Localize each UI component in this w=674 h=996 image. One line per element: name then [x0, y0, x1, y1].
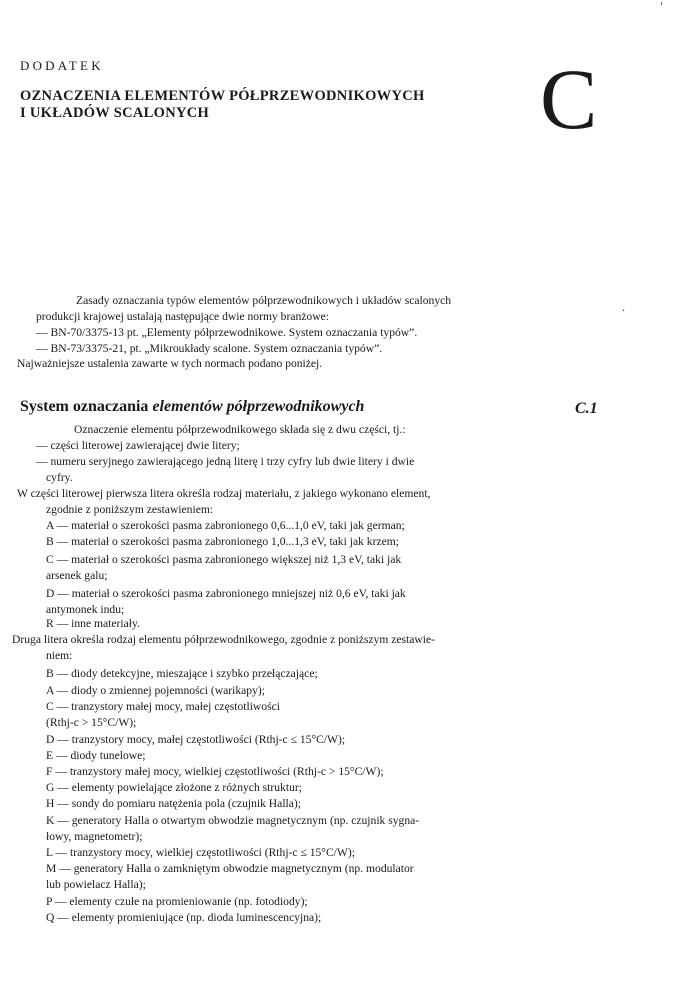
- body-line: arsenek galu;: [46, 569, 108, 582]
- body-line: A — diody o zmiennej pojemności (warikapy);: [46, 684, 265, 697]
- body-line: antymonek indu;: [46, 603, 125, 616]
- body-line: cyfry.: [46, 471, 73, 484]
- body-line: (Rthj-c > 15°C/W);: [46, 716, 137, 729]
- body-line: Druga litera określa rodzaj elementu półprzewodnikowego, zgodnie z poniższym zestawie-: [12, 633, 436, 646]
- body-line: W części literowej pierwsza litera określa rodzaj materiału, z jakiego wykonano element,: [17, 487, 431, 500]
- intro-line: — BN-73/3375-21, pt. „Mikroukłady scalone. System oznaczania typów”.: [36, 342, 383, 355]
- section-title: [20, 398, 364, 416]
- body-line: — numeru seryjnego zawierającego jedną literę i trzy cyfry lub dwie litery i dwie: [36, 455, 415, 468]
- body-line: lub powielacz Halla);: [46, 878, 146, 891]
- body-line: Oznaczenie elementu półprzewodnikowego składa się z dwu części, tj.:: [74, 423, 406, 436]
- body-line: Q — elementy promieniujące (np. dioda luminescencyjna);: [46, 911, 322, 924]
- body-line: A — materiał o szerokości pasma zabronionego 0,6...1,0 eV, taki jak german;: [46, 519, 405, 532]
- corner-mark: ': [660, 0, 664, 13]
- body-line: R — inne materiały.: [46, 617, 140, 630]
- appendix-title-line-1: OZNACZENIA ELEMENTÓW PÓŁPRZEWODNIKOWYCH: [20, 88, 425, 104]
- section-number: C.1: [575, 400, 598, 417]
- body-line: C — tranzystory małej mocy, małej częstotliwości: [46, 700, 280, 713]
- body-line: H — sondy do pomiaru natężenia pola (czujnik Halla);: [46, 797, 301, 810]
- intro-line: produkcji krajowej ustalają następujące dwie normy branżowe:: [36, 310, 329, 323]
- body-line: M — generatory Halla o zamkniętym obwodzie magnetycznym (np. modulator: [46, 862, 414, 875]
- intro-line: — BN-70/3375-13 pt. „Elementy półprzewodnikowe. System oznaczania typów”.: [36, 326, 418, 339]
- body-line: G — elementy powielające złożone z różnych struktur;: [46, 781, 302, 794]
- intro-line: Zasady oznaczania typów elementów półprzewodnikowych i układów scalonych: [76, 294, 452, 307]
- body-line: F — tranzystory małej mocy, wielkiej częstotliwości (Rthj-c > 15°C/W);: [46, 765, 384, 778]
- body-line: łowy, magnetometr);: [46, 830, 143, 843]
- intro-line: Najważniejsze ustalenia zawarte w tych normach podano poniżej.: [17, 357, 323, 370]
- body-line: B — materiał o szerokości pasma zabronionego 1,0...1,3 eV, taki jak krzem;: [46, 535, 399, 548]
- body-line: — części literowej zawierającej dwie litery;: [36, 439, 240, 452]
- body-line: zgodnie z poniższym zestawieniem:: [46, 503, 214, 516]
- body-line: niem:: [46, 649, 73, 662]
- body-line: E — diody tunelowe;: [46, 749, 146, 762]
- body-line: B — diody detekcyjne, mieszające i szybko przełączające;: [46, 667, 318, 680]
- body-line: D — tranzystory mocy, małej częstotliwości (Rthj-c ≤ 15°C/W);: [46, 733, 346, 746]
- appendix-label: DODATEK: [20, 58, 104, 73]
- body-line: K — generatory Halla o otwartym obwodzie magnetycznym (np. czujnik sygna-: [46, 814, 420, 827]
- section-title-normal: System oznaczania: [20, 398, 153, 415]
- body-line: C — materiał o szerokości pasma zabronionego większej niż 1,3 eV, taki jak: [46, 553, 402, 566]
- section-title-italic: elementów półprzewodnikowych: [152, 398, 365, 415]
- body-line: L — tranzystory mocy, wielkiej częstotliwości (Rthj-c ≤ 15°C/W);: [46, 846, 355, 859]
- body-line: D — materiał o szerokości pasma zabronionego mniejszej niż 0,6 eV, taki jak: [46, 587, 406, 600]
- body-line: P — elementy czułe na promieniowanie (np. fotodiody);: [46, 895, 308, 908]
- appendix-letter: C: [540, 51, 598, 147]
- stray-dot: .: [622, 303, 626, 314]
- appendix-title-line-2: I UKŁADÓW SCALONYCH: [20, 105, 210, 121]
